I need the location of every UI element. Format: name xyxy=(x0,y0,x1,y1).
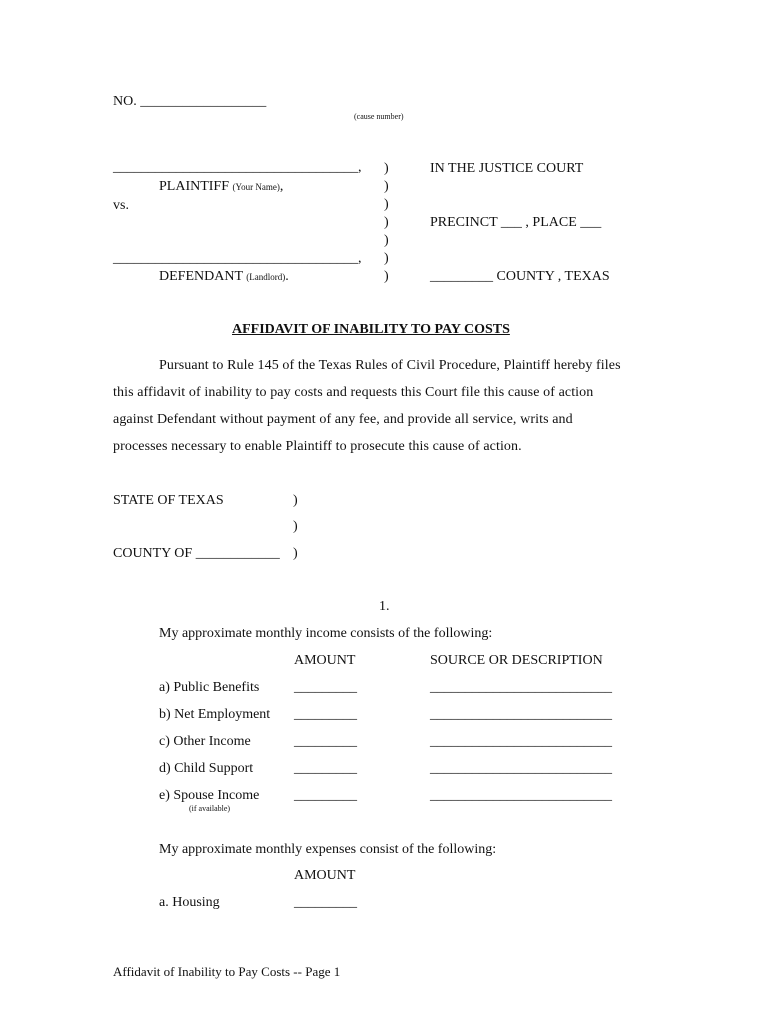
income-amount-field[interactable]: _________ xyxy=(294,788,357,803)
income-source-field[interactable]: __________________________ xyxy=(430,761,612,776)
document-title: AFFIDAVIT OF INABILITY TO PAY COSTS xyxy=(232,322,510,337)
cause-number-field[interactable]: NO. __________________ xyxy=(113,94,267,109)
paragraph-line: Pursuant to Rule 145 of the Texas Rules of Civil Procedure, Plaintiff hereby files xyxy=(159,358,621,373)
plaintiff-comma: , xyxy=(279,179,284,194)
income-row-label: c) Other Income xyxy=(159,734,251,749)
income-amount-field[interactable]: _________ xyxy=(294,707,357,722)
venue-paren: ) xyxy=(293,519,298,534)
income-source-field[interactable]: __________________________ xyxy=(430,788,612,803)
paragraph-line: processes necessary to enable Plaintiff to prosecute this cause of action. xyxy=(113,439,522,454)
income-row-label: e) Spouse Income xyxy=(159,788,260,803)
income-amount-field[interactable]: _________ xyxy=(294,734,357,749)
plaintiff-label-group xyxy=(159,180,283,194)
income-row-label: b) Net Employment xyxy=(159,707,271,722)
section-number: 1. xyxy=(379,599,390,614)
precinct-place-field[interactable]: PRECINCT ___ , PLACE ___ xyxy=(430,215,602,230)
income-row-label: d) Child Support xyxy=(159,761,254,776)
caption-paren: ) xyxy=(384,179,389,194)
income-source-header: SOURCE OR DESCRIPTION xyxy=(430,653,603,668)
caption-paren: ) xyxy=(384,197,389,212)
versus-label: vs. xyxy=(113,198,129,213)
venue-paren: ) xyxy=(293,493,298,508)
income-amount-field[interactable]: _________ xyxy=(294,680,357,695)
plaintiff-hint: (Your Name) xyxy=(232,182,280,192)
defendant-label: DEFENDANT xyxy=(159,269,243,284)
defendant-hint: (Landlord) xyxy=(246,272,286,282)
cause-number-hint: (cause number) xyxy=(354,112,404,121)
paragraph-line: this affidavit of inability to pay costs and requests this Court file this cause of action xyxy=(113,385,594,400)
income-amount-header: AMOUNT xyxy=(294,653,356,668)
defendant-label-group xyxy=(159,270,289,284)
caption-paren: ) xyxy=(384,233,389,248)
venue-state: STATE OF TEXAS xyxy=(113,493,224,508)
caption-paren: ) xyxy=(384,269,389,284)
income-intro: My approximate monthly income consists of the following: xyxy=(159,626,493,641)
income-source-field[interactable]: __________________________ xyxy=(430,707,612,722)
plaintiff-name-line[interactable]: ___________________________________, xyxy=(113,160,362,175)
expenses-intro: My approximate monthly expenses consist of the following: xyxy=(159,842,497,857)
income-amount-field[interactable]: _________ xyxy=(294,761,357,776)
expenses-amount-header: AMOUNT xyxy=(294,868,356,883)
caption-paren: ) xyxy=(384,215,389,230)
venue-county-field[interactable]: COUNTY OF ____________ xyxy=(113,546,280,561)
page-footer: Affidavit of Inability to Pay Costs -- Page 1 xyxy=(113,964,341,979)
plaintiff-label: PLAINTIFF xyxy=(159,179,230,194)
paragraph-line: against Defendant without payment of any fee, and provide all service, writs and xyxy=(113,412,573,427)
county-field[interactable]: _________ COUNTY , TEXAS xyxy=(430,269,610,284)
expense-amount-field[interactable]: _________ xyxy=(294,895,357,910)
court-name: IN THE JUSTICE COURT xyxy=(430,161,584,176)
income-row-label: a) Public Benefits xyxy=(159,680,260,695)
spouse-income-note: (if available) xyxy=(189,804,231,813)
venue-paren: ) xyxy=(293,546,298,561)
defendant-period: . xyxy=(285,269,289,284)
caption-paren: ) xyxy=(384,251,389,266)
defendant-name-line[interactable]: ___________________________________, xyxy=(113,251,362,266)
income-source-field[interactable]: __________________________ xyxy=(430,734,612,749)
expense-row-label: a. Housing xyxy=(159,895,220,910)
caption-paren: ) xyxy=(384,161,389,176)
income-source-field[interactable]: __________________________ xyxy=(430,680,612,695)
